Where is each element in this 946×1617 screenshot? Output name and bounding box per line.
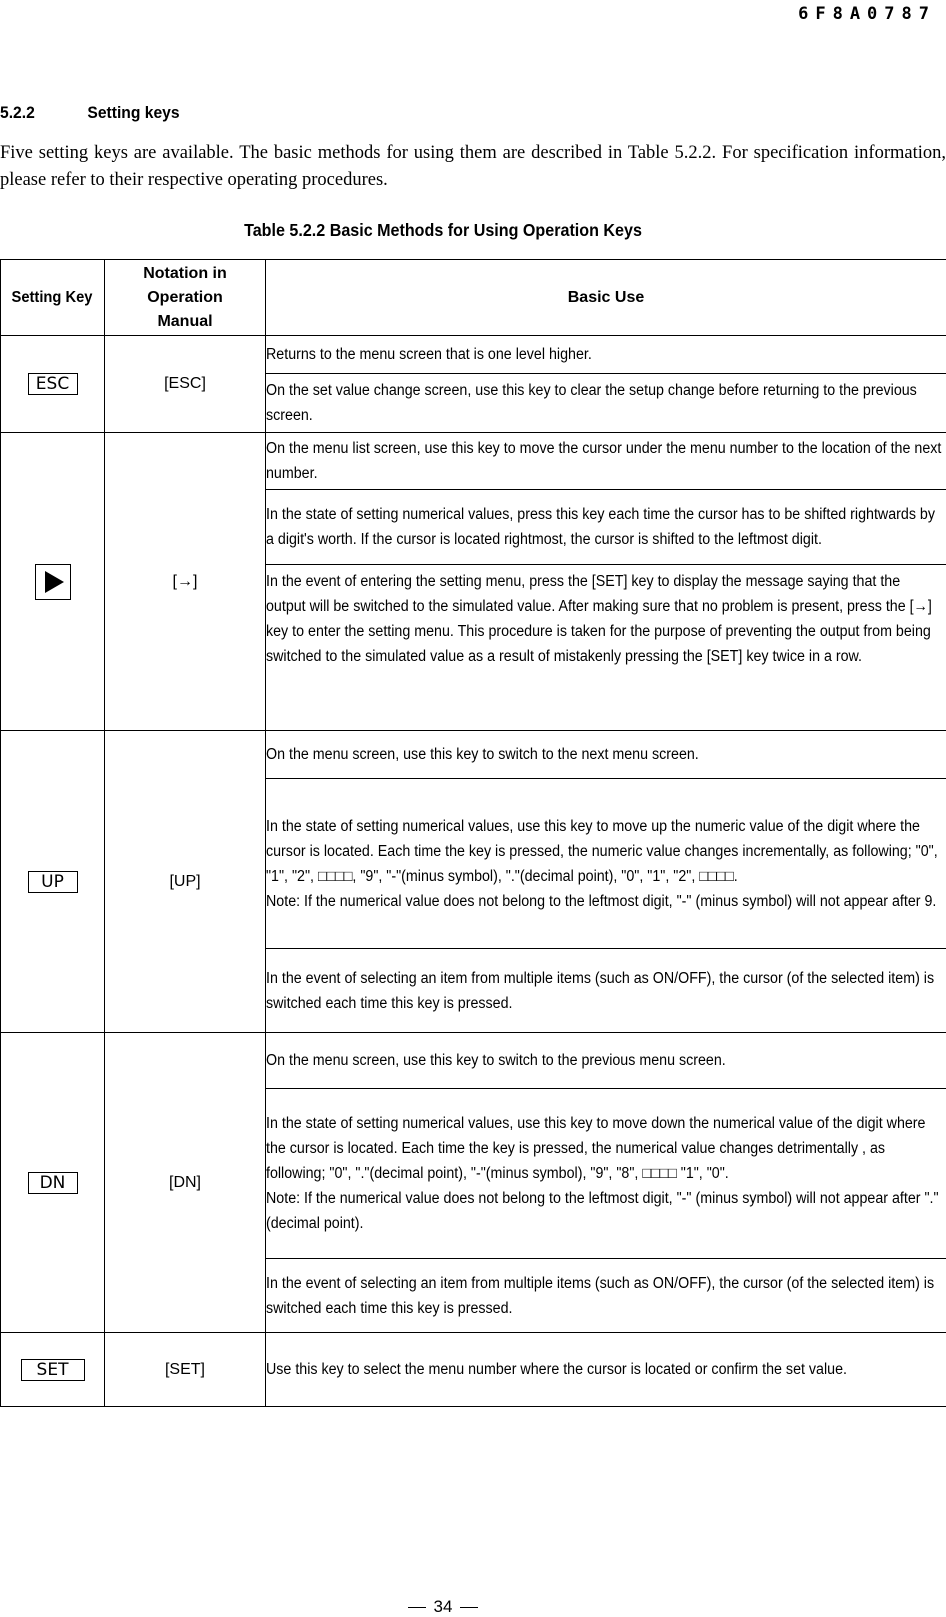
set-use-1: Use this key to select the menu number where the cursor is located or confirm the set value. (266, 1333, 946, 1407)
header-basic-use: Basic Use (266, 260, 946, 336)
up-notation: [UP] (105, 731, 266, 1033)
dn-key-cell (1, 1033, 105, 1333)
up-key-label: UP (28, 871, 78, 893)
table-row-set (1, 1333, 946, 1407)
esc-use-2: On the set value change screen, use this key to clear the setup change before returning to the previous screen. (266, 374, 946, 433)
up-use-3: In the event of selecting an item from multiple items (such as ON/OFF), the cursor (of the selected item) is switched each time this key is pressed. (266, 949, 946, 1033)
right-notation: [→] (105, 433, 266, 731)
right-arrow-key-icon (35, 564, 71, 600)
table-row-up (1, 731, 946, 779)
right-use-3: In the event of entering the setting menu, press the [SET] key to display the message saying that the output will be switched to the simulated value. After making sure that no problem is present, press the [→] key to enter the setting menu. This procedure is taken for the purpose of preventing the output from being switched to the simulated value as a result of mistakenly pressing the [SET] key twice in a row. (266, 565, 946, 731)
set-key-label: SET (21, 1359, 85, 1381)
up-use-1: On the menu screen, use this key to switch to the next menu screen. (266, 731, 946, 779)
document-id: 6F8A0787 (798, 4, 936, 24)
page-number: 34 (0, 1597, 886, 1617)
table-caption: Table 5.2.2 Basic Methods for Using Operation Keys (35, 220, 850, 241)
dn-use-1: On the menu screen, use this key to switch to the previous menu screen. (266, 1033, 946, 1089)
esc-notation: [ESC] (105, 336, 266, 433)
operation-keys-table (0, 259, 946, 1407)
set-notation: [SET] (105, 1333, 266, 1407)
right-key-cell (1, 433, 105, 731)
header-setting-key: Setting Key (1, 260, 105, 336)
dn-notation: [DN] (105, 1033, 266, 1333)
table-row-right (1, 433, 946, 490)
section-number: 5.2.2 (0, 103, 87, 123)
dn-use-3: In the event of selecting an item from multiple items (such as ON/OFF), the cursor (of the selected item) is switched each time this key is pressed. (266, 1259, 946, 1333)
right-use-1: On the menu list screen, use this key to move the cursor under the menu number to the location of the next number. (266, 433, 946, 490)
table-row-esc (1, 336, 946, 374)
dn-use-2: In the state of setting numerical values, use this key to move down the numerical value of the digit where the cursor is located. Each time the key is pressed, the numerical value changes detrimentally , as following; "0", "."(decimal point), "-"(minus symbol), "9", "8", □□□□ "1", "0". Note: If the numerical value does not belong to the leftmost digit, "-" (minus symbol) will not appear after "."(decimal point). (266, 1089, 946, 1259)
esc-key-cell (1, 336, 105, 433)
esc-use-1: Returns to the menu screen that is one level higher. (266, 336, 946, 374)
dn-key-label: DN (28, 1172, 78, 1194)
up-use-2: In the state of setting numerical values, use this key to move up the numeric value of the digit where the cursor is located. Each time the key is pressed, the numeric value changes incrementally, as following; "0", "1", "2", □□□□, "9", "-"(minus symbol), "."(decimal point), "0", "1", "2", □□□□. Note: If the numerical value does not belong to the leftmost digit, "-" (minus symbol) will not appear after 9. (266, 779, 946, 949)
section-title: Setting keys (87, 103, 179, 122)
header-notation: Notation in Operation Manual (105, 260, 266, 336)
right-use-2: In the state of setting numerical values, press this key each time the cursor has to be shifted rightwards by a digit's worth. If the cursor is located rightmost, the cursor is shifted to the leftmost digit. (266, 490, 946, 565)
section-heading (0, 103, 180, 123)
set-key-cell (1, 1333, 105, 1407)
esc-key-label: ESC (28, 373, 78, 395)
intro-paragraph: Five setting keys are available. The basic methods for using them are described in Table 5.2.2. For specification information, please refer to their respective operating procedures. (0, 140, 946, 194)
up-key-cell (1, 731, 105, 1033)
table-header-row (1, 260, 946, 336)
table-row-dn (1, 1033, 946, 1089)
